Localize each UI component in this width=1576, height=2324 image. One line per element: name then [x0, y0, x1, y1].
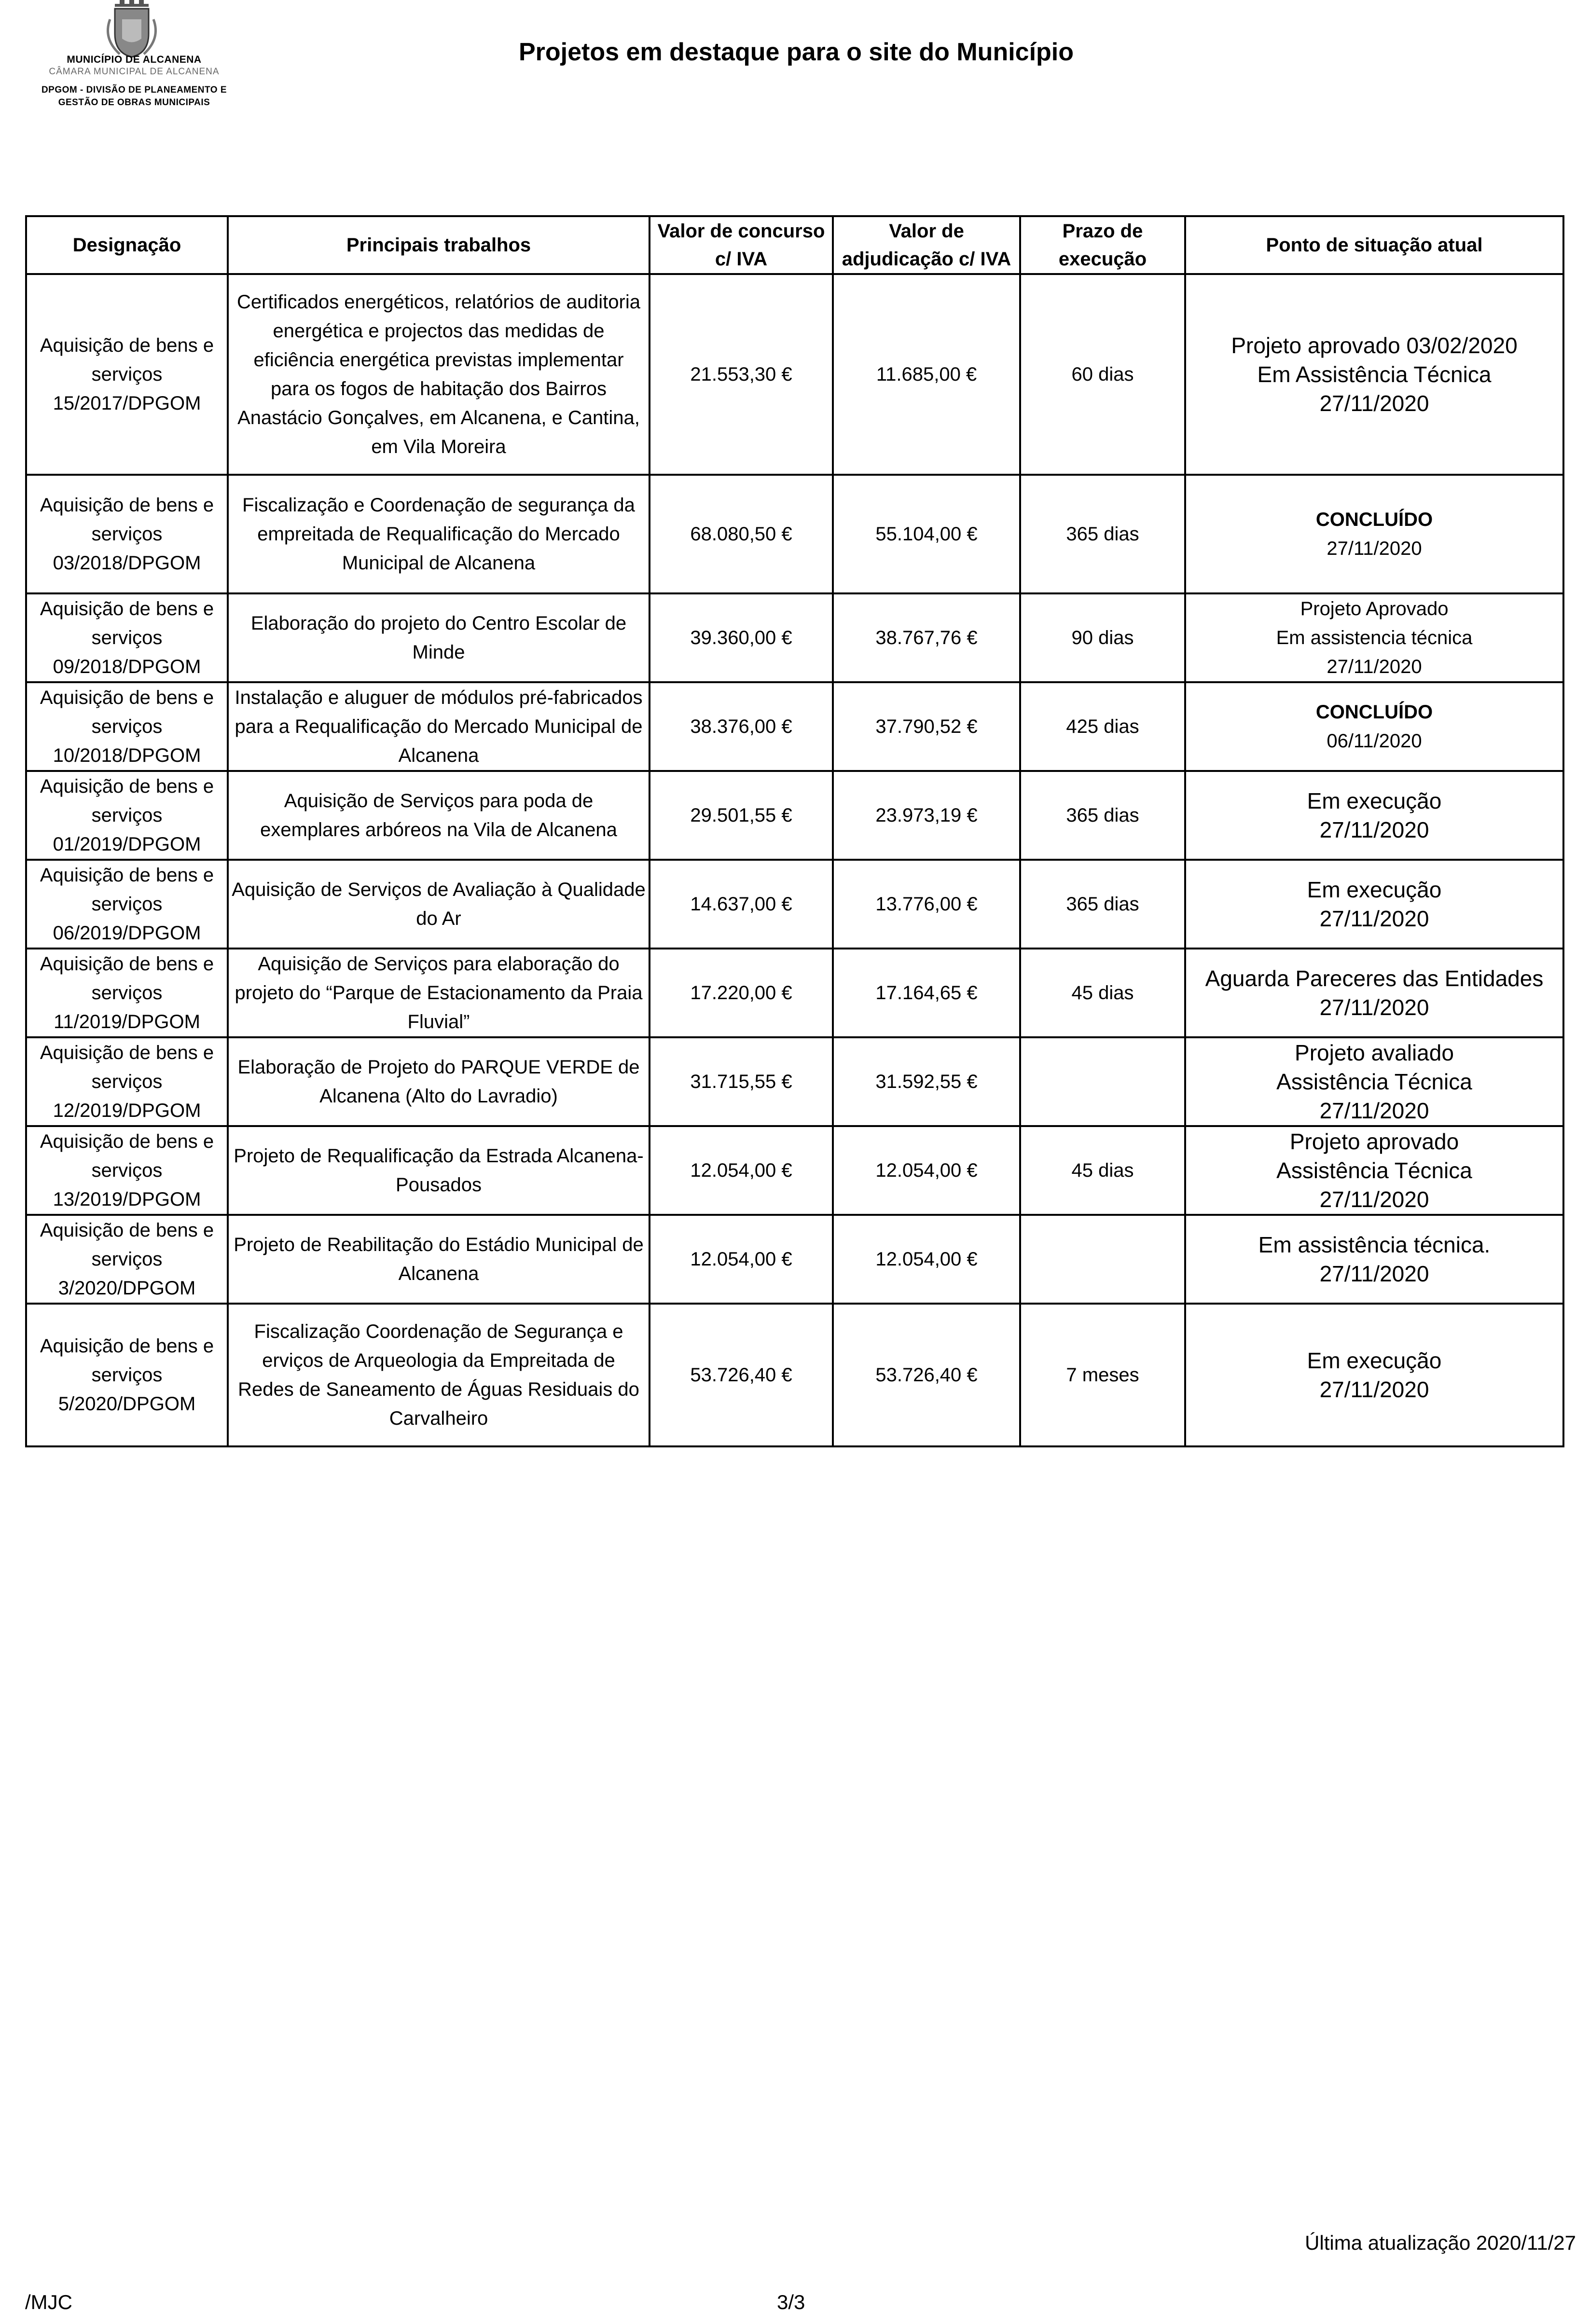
cell-concurso: 53.726,40 € [650, 1304, 833, 1446]
cell-trabalhos: Aquisição de Serviços de Avaliação à Qualidade do Ar [228, 860, 650, 949]
page-number: 3/3 [777, 2291, 805, 2313]
situacao-line: Projeto aprovado [1289, 1129, 1459, 1154]
cell-prazo: 425 dias [1020, 682, 1185, 771]
page-title: Projetos em destaque para o site do Município [519, 38, 1074, 66]
table-row [26, 1304, 1563, 1446]
status-badge: CONCLUÍDO [1315, 509, 1433, 530]
col-header-adjudicacao: Valor de adjudicação c/ IVA [833, 216, 1020, 274]
cell-adjudicacao: 17.164,65 € [833, 949, 1020, 1037]
col-header-situacao: Ponto de situação atual [1185, 216, 1563, 274]
situacao-line: 27/11/2020 [1319, 906, 1429, 931]
cell-situacao [1185, 682, 1563, 771]
cell-trabalhos: Projeto de Reabilitação do Estádio Municipal de Alcanena [228, 1215, 650, 1304]
cell-adjudicacao: 37.790,52 € [833, 682, 1020, 771]
cell-trabalhos: Projeto de Requalificação da Estrada Alcanena-Pousados [228, 1126, 650, 1215]
cell-situacao [1185, 860, 1563, 949]
cell-adjudicacao: 38.767,76 € [833, 593, 1020, 682]
cell-designacao: Aquisição de bens e serviços 10/2018/DPGOM [26, 682, 228, 771]
cell-trabalhos: Aquisição de Serviços para elaboração do projeto do “Parque de Estacionamento da Praia Fluvial” [228, 949, 650, 1037]
situacao-line: 06/11/2020 [1327, 730, 1422, 752]
situacao-line: Projeto aprovado 03/02/2020 [1231, 333, 1518, 358]
cell-trabalhos: Elaboração do projeto do Centro Escolar de Minde [228, 593, 650, 682]
cell-prazo [1020, 1215, 1185, 1304]
author-initials: /MJC [25, 2291, 72, 2313]
status-badge: CONCLUÍDO [1315, 701, 1433, 723]
cell-prazo: 7 meses [1020, 1304, 1185, 1446]
table-row [26, 593, 1563, 682]
cell-designacao: Aquisição de bens e serviços 12/2019/DPGOM [26, 1037, 228, 1126]
cell-designacao: Aquisição de bens e serviços 03/2018/DPGOM [26, 475, 228, 593]
situacao-line: Assistência Técnica [1276, 1158, 1472, 1183]
col-header-trabalhos: Principais trabalhos [228, 216, 650, 274]
situacao-line: Em execução [1307, 1348, 1442, 1373]
cell-prazo: 365 dias [1020, 860, 1185, 949]
cell-prazo: 365 dias [1020, 475, 1185, 593]
cell-prazo: 45 dias [1020, 1126, 1185, 1215]
cell-prazo: 90 dias [1020, 593, 1185, 682]
org-division-line1: DPGOM - DIVISÃO DE PLANEAMENTO E [41, 85, 227, 95]
cell-trabalhos: Certificados energéticos, relatórios de auditoria energética e projectos das medidas de eficiência energética previstas implementar para os fogos de habitação dos Bairros Anastácio Gonçalves, em Alcanena, e Cantina, em Vila Moreira [228, 274, 650, 475]
situacao-line: Assistência Técnica [1276, 1069, 1472, 1094]
cell-situacao [1185, 274, 1563, 475]
cell-designacao: Aquisição de bens e serviços 13/2019/DPGOM [26, 1126, 228, 1215]
table-row [26, 475, 1563, 593]
cell-prazo [1020, 1037, 1185, 1126]
table-header-row [26, 216, 1563, 274]
cell-situacao [1185, 593, 1563, 682]
cell-designacao: Aquisição de bens e serviços 09/2018/DPGOM [26, 593, 228, 682]
cell-designacao: Aquisição de bens e serviços 01/2019/DPGOM [26, 771, 228, 860]
situacao-line: 27/11/2020 [1319, 1187, 1429, 1212]
cell-concurso: 29.501,55 € [650, 771, 833, 860]
cell-adjudicacao: 23.973,19 € [833, 771, 1020, 860]
municipality-logo-block [14, 0, 255, 116]
situacao-line: Projeto avaliado [1295, 1040, 1454, 1065]
cell-designacao: Aquisição de bens e serviços 06/2019/DPGOM [26, 860, 228, 949]
situacao-line: Em execução [1307, 788, 1442, 813]
cell-situacao [1185, 771, 1563, 860]
situacao-line: 27/11/2020 [1319, 1261, 1429, 1286]
col-header-designacao: Designação [26, 216, 228, 274]
cell-trabalhos: Fiscalização Coordenação de Segurança e erviços de Arqueologia da Empreitada de Redes de Saneamento de Águas Residuais do Carvalheiro [228, 1304, 650, 1446]
table-row [26, 274, 1563, 475]
table-row [26, 1037, 1563, 1126]
cell-concurso: 38.376,00 € [650, 682, 833, 771]
cell-situacao [1185, 1126, 1563, 1215]
situacao-line: Projeto Aprovado [1300, 598, 1449, 619]
cell-situacao [1185, 475, 1563, 593]
situacao-line: Em assistência técnica. [1258, 1232, 1491, 1257]
situacao-line: 27/11/2020 [1327, 538, 1422, 559]
table-row [26, 860, 1563, 949]
cell-concurso: 68.080,50 € [650, 475, 833, 593]
situacao-line: Aguarda Pareceres das Entidades [1205, 966, 1544, 991]
situacao-line: 27/11/2020 [1319, 1377, 1429, 1402]
situacao-line: 27/11/2020 [1319, 391, 1429, 416]
org-name: MUNICÍPIO DE ALCANENA [67, 54, 202, 65]
table-row [26, 771, 1563, 860]
situacao-line: 27/11/2020 [1319, 817, 1429, 842]
cell-adjudicacao: 12.054,00 € [833, 1215, 1020, 1304]
table-row [26, 682, 1563, 771]
cell-concurso: 31.715,55 € [650, 1037, 833, 1126]
col-header-concurso: Valor de concurso c/ IVA [650, 216, 833, 274]
cell-situacao [1185, 949, 1563, 1037]
projects-table [25, 215, 1564, 1447]
col-header-prazo: Prazo de execução [1020, 216, 1185, 274]
table-row [26, 949, 1563, 1037]
cell-prazo: 45 dias [1020, 949, 1185, 1037]
cell-situacao [1185, 1215, 1563, 1304]
cell-adjudicacao: 53.726,40 € [833, 1304, 1020, 1446]
cell-trabalhos: Fiscalização e Coordenação de segurança da empreitada de Requalificação do Mercado Municipal de Alcanena [228, 475, 650, 593]
cell-situacao [1185, 1304, 1563, 1446]
situacao-line: 27/11/2020 [1327, 656, 1422, 677]
cell-adjudicacao: 13.776,00 € [833, 860, 1020, 949]
cell-trabalhos: Instalação e aluguer de módulos pré-fabricados para a Requalificação do Mercado Municipal de Alcanena [228, 682, 650, 771]
cell-prazo: 365 dias [1020, 771, 1185, 860]
table-row [26, 1215, 1563, 1304]
cell-situacao [1185, 1037, 1563, 1126]
cell-adjudicacao: 12.054,00 € [833, 1126, 1020, 1215]
cell-concurso: 14.637,00 € [650, 860, 833, 949]
cell-prazo: 60 dias [1020, 274, 1185, 475]
cell-trabalhos: Elaboração de Projeto do PARQUE VERDE de Alcanena (Alto do Lavradio) [228, 1037, 650, 1126]
cell-adjudicacao: 55.104,00 € [833, 475, 1020, 593]
cell-concurso: 17.220,00 € [650, 949, 833, 1037]
situacao-line: Em assistencia técnica [1276, 627, 1473, 648]
cell-concurso: 12.054,00 € [650, 1126, 833, 1215]
situacao-line: Em execução [1307, 877, 1442, 902]
cell-concurso: 21.553,30 € [650, 274, 833, 475]
cell-designacao: Aquisição de bens e serviços 5/2020/DPGOM [26, 1304, 228, 1446]
cell-designacao: Aquisição de bens e serviços 11/2019/DPGOM [26, 949, 228, 1037]
cell-designacao: Aquisição de bens e serviços 3/2020/DPGOM [26, 1215, 228, 1304]
org-division-line2: GESTÃO DE OBRAS MUNICIPAIS [58, 97, 210, 108]
org-council: CÂMARA MUNICIPAL DE ALCANENA [49, 67, 220, 77]
cell-adjudicacao: 31.592,55 € [833, 1037, 1020, 1126]
table-row [26, 1126, 1563, 1215]
situacao-line: 27/11/2020 [1319, 1098, 1429, 1123]
cell-concurso: 39.360,00 € [650, 593, 833, 682]
cell-trabalhos: Aquisição de Serviços para poda de exemplares arbóreos na Vila de Alcanena [228, 771, 650, 860]
municipal-crest-icon [100, 0, 163, 58]
last-update-text: Última atualização 2020/11/27 [1305, 2231, 1576, 2254]
cell-designacao: Aquisição de bens e serviços 15/2017/DPGOM [26, 274, 228, 475]
situacao-line: 27/11/2020 [1319, 995, 1429, 1020]
situacao-line: Em Assistência Técnica [1257, 362, 1492, 387]
cell-adjudicacao: 11.685,00 € [833, 274, 1020, 475]
cell-concurso: 12.054,00 € [650, 1215, 833, 1304]
